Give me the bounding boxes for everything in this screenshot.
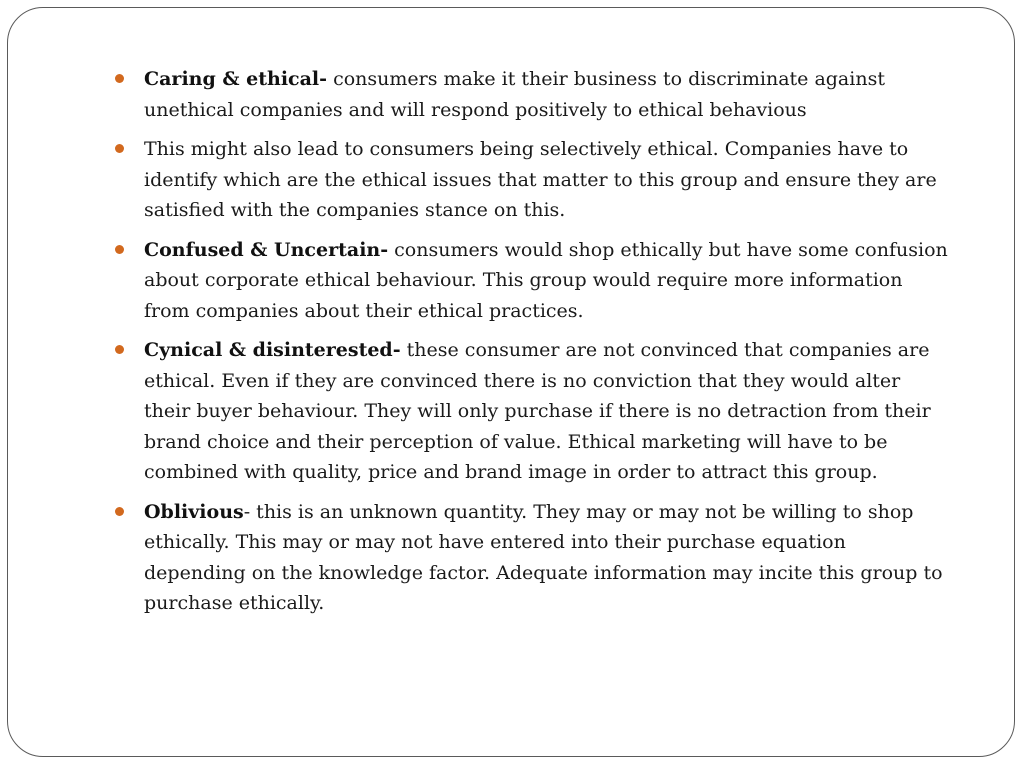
bullet-oblivious (112, 497, 952, 619)
bullet-caring-ethical (112, 64, 952, 125)
bullet-term: Cynical & disinterested- (144, 339, 401, 361)
bullet-cynical-disinterested (112, 335, 952, 488)
bullet-term: Confused & Uncertain- (144, 238, 389, 261)
bullet-list (112, 64, 952, 628)
bullet-text: - this is an unknown quantity. They may or may not be willing to shop ethically. This may or may not have entered into their purchase equation depending on the knowledge factor. Adequate information may incite this group to purchase ethically. (144, 500, 943, 614)
bullet-selectively-ethical (112, 134, 952, 226)
bullet-text: these consumer are not convinced that companies are ethical. Even if they are convinced there is no conviction that they would alter their buyer behaviour. They will only purchase if there is no detraction from their brand choice and their perception of value. Ethical marketing will have to be combined with quality, price and brand image in order to attract this group. (144, 339, 931, 483)
bullet-dot-icon (115, 74, 124, 83)
bullet-text: This might also lead to consumers being selectively ethical. Companies have to identify which are the ethical issues that matter to this group and ensure they are satisfied with the companies stance on this. (144, 138, 937, 221)
bullet-dot-icon (115, 245, 124, 254)
bullet-dot-icon (115, 507, 124, 516)
bullet-term: Caring & ethical- (144, 68, 328, 90)
bullet-dot-icon (115, 144, 124, 153)
bullet-dot-icon (115, 345, 124, 354)
bullet-text: consumers would shop ethically but have some confusion about corporate ethical behaviour. This group would require more information from companies about their ethical practices. (144, 238, 948, 322)
bullet-confused-uncertain (112, 235, 952, 327)
bullet-text: consumers make it their business to discriminate against unethical companies and will respond positively to ethical behavious (144, 68, 885, 121)
bullet-term: Oblivious (144, 500, 244, 523)
